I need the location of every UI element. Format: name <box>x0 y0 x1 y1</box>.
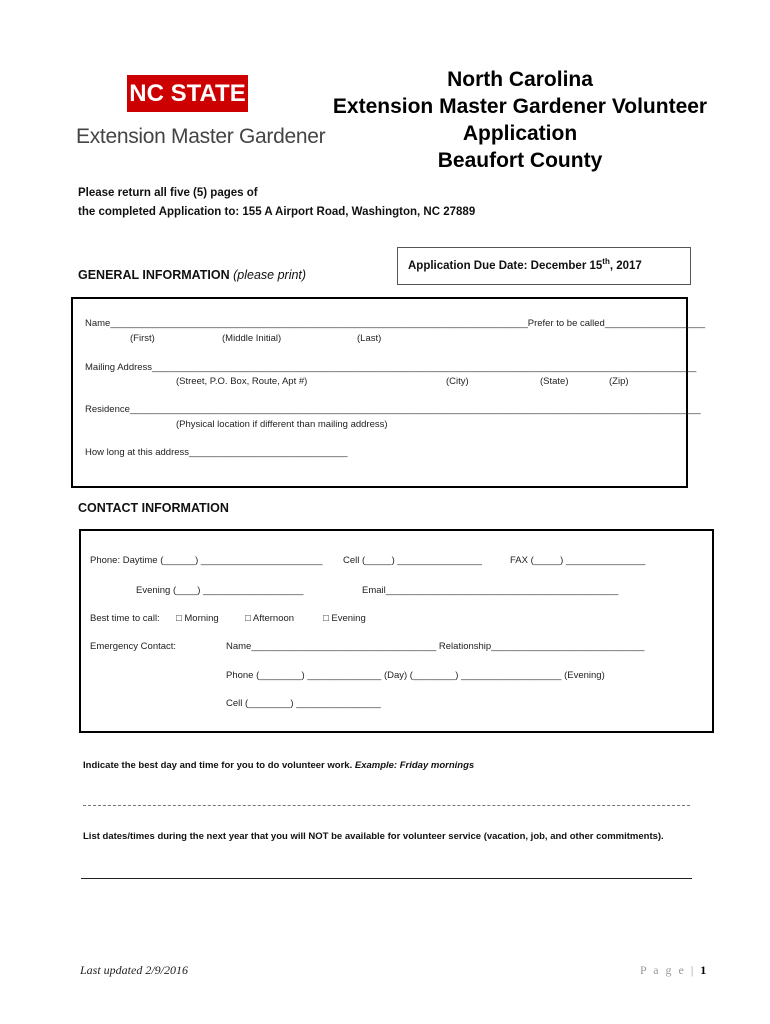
best-time-label: Best time to call: <box>90 613 160 624</box>
best-day-example: Example: Friday mornings <box>354 760 475 771</box>
title-line-1: North Carolina <box>447 68 593 91</box>
instructions-line-2: the completed Application to: 155 A Airport Road, Washington, NC 27889 <box>78 206 476 218</box>
best-day-text: Indicate the best day and time for you to do volunteer work. <box>83 760 353 771</box>
due-date-label: Application Due Date: December 15 <box>408 259 603 272</box>
emergency-name-field[interactable]: Name___________________________________ Relationship_____________________________ <box>226 641 645 652</box>
checkbox-icon[interactable]: □ <box>245 613 251 624</box>
not-available-prompt: List dates/times during the next year that you will NOT be available for volunteer service (vacation, job, and other commitments). <box>83 831 664 842</box>
how-long-field[interactable]: How long at this address______________________________ <box>85 447 348 458</box>
logo-subtitle: Extension Master Gardener <box>76 125 326 148</box>
checkbox-icon[interactable]: □ <box>176 613 182 624</box>
name-last-label: (Last) <box>357 333 382 344</box>
name-middle-label: (Middle Initial) <box>222 333 282 344</box>
option-evening-label: Evening <box>331 613 366 624</box>
due-date-sup: th <box>602 257 610 266</box>
general-heading-text: GENERAL INFORMATION <box>78 268 230 282</box>
mailing-street-label: (Street, P.O. Box, Route, Apt #) <box>176 376 308 387</box>
page-num: 1 <box>700 963 709 977</box>
phone-evening-field[interactable]: Evening (____) ___________________ <box>136 585 304 596</box>
title-line-2: Extension Master Gardener Volunteer <box>332 95 708 118</box>
option-afternoon[interactable] <box>245 613 294 624</box>
best-day-answer-line[interactable] <box>83 805 690 806</box>
residence-field[interactable]: Residence____________________________________________________________________________________________________________ <box>85 404 701 415</box>
email-field[interactable]: Email____________________________________________ <box>362 585 619 596</box>
not-available-answer-line[interactable] <box>81 878 692 879</box>
name-field[interactable]: Name_______________________________________________________________________________Prefer to be called___________________ <box>85 318 706 329</box>
nc-state-logo <box>127 75 248 112</box>
title-line-4: Beaufort County <box>437 149 603 172</box>
option-evening[interactable] <box>323 613 366 624</box>
page-title <box>305 66 735 174</box>
mailing-city-label: (City) <box>446 376 469 387</box>
checkbox-icon[interactable]: □ <box>323 613 329 624</box>
emergency-cell-field[interactable]: Cell (________) ________________ <box>226 698 381 709</box>
general-info-heading <box>78 268 306 282</box>
due-date-year: , 2017 <box>609 259 642 272</box>
logo-badge-text: NC STATE <box>129 79 246 107</box>
residence-note: (Physical location if different than mailing address) <box>176 419 388 430</box>
return-instructions <box>78 184 475 222</box>
option-morning-label: Morning <box>184 613 219 624</box>
last-updated: Last updated 2/9/2016 <box>80 963 189 977</box>
best-day-prompt <box>83 760 474 771</box>
title-line-3: Application <box>462 122 578 145</box>
mailing-address-field[interactable]: Mailing Address_______________________________________________________________________________________________________ <box>85 362 697 373</box>
option-morning[interactable] <box>176 613 219 624</box>
page-label: P a g e | <box>640 963 696 977</box>
phone-daytime-field[interactable]: Phone: Daytime (______) _______________________ <box>90 555 323 566</box>
general-heading-note: (please print) <box>233 268 307 282</box>
page-number <box>640 963 708 978</box>
due-date-box <box>397 247 691 285</box>
option-afternoon-label: Afternoon <box>252 613 295 624</box>
mailing-zip-label: (Zip) <box>609 376 629 387</box>
fax-field[interactable]: FAX (_____) _______________ <box>510 555 646 566</box>
emergency-phone-field[interactable]: Phone (________) ______________ (Day) (________) ___________________ (Evening) <box>226 670 605 681</box>
mailing-state-label: (State) <box>540 376 569 387</box>
emergency-contact-label: Emergency Contact: <box>90 641 177 652</box>
instructions-line-1: Please return all five (5) pages of <box>78 187 258 199</box>
cell-field[interactable]: Cell (_____) ________________ <box>343 555 482 566</box>
name-first-label: (First) <box>130 333 155 344</box>
contact-info-heading: CONTACT INFORMATION <box>78 501 229 515</box>
